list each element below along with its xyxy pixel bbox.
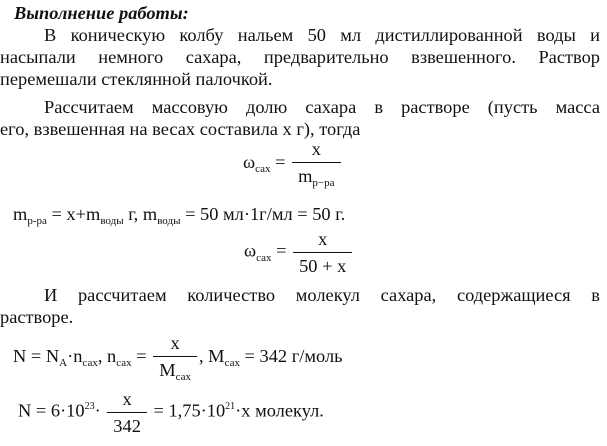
fraction: $\frac{x}{50 + x}$ [293, 228, 352, 277]
fraction: $\frac{x}{M_{сах}}$ [153, 332, 197, 384]
paragraph2-line1: Рассчитаем массовую долю сахара в растворе (пусть масса [44, 97, 600, 117]
paragraph1-line1: В коническую колбу нальем 50 мл дистиллированной воды и [44, 25, 600, 45]
molecule-count-formula: $N = N_A\cdot n_{сах}$, $n_{сах}$ = $\frac{x}{M_{сах}}$ , $M_{сах} = 342$ г/моль [13, 333, 343, 383]
paragraph3-line2: растворе. [0, 307, 74, 327]
fraction: $\frac{x}{342}$ [107, 388, 147, 437]
paragraph1-line3: перемешали стеклянной палочкой. [0, 69, 273, 89]
solution-mass-formula: $m_{р-ра} = x+m_{воды}$ г, $m_{воды} = 50$ мл·1г/мл = 50 г. [13, 204, 346, 227]
mass-fraction-expanded-formula: $\omega_{сах}$ = $\frac{x}{50 + x}$ [244, 228, 354, 277]
section-heading: Выполнение работы: [14, 3, 189, 23]
paragraph1-line2: насыпали немного сахара, предварительно взвешенного. Раствор [0, 47, 600, 67]
fraction: $\frac{x}{m_{р-ра}}$ [292, 138, 340, 190]
paragraph2-line2: его, взвешенная на весах составила х г), тогда [0, 119, 361, 139]
mass-fraction-formula: $\omega_{сах}$ = $\frac{x}{m_{р-ра}}$ [243, 138, 343, 190]
molecule-count-result-formula: $N = 6\cdot 10^{23}\cdot$ $\frac{x}{342}$ = $1,75\cdot 10^{21}\cdot x$ молекул. [18, 389, 324, 436]
paragraph3-line1: И рассчитаем количество молекул сахара, содержащиеся в [44, 285, 600, 305]
